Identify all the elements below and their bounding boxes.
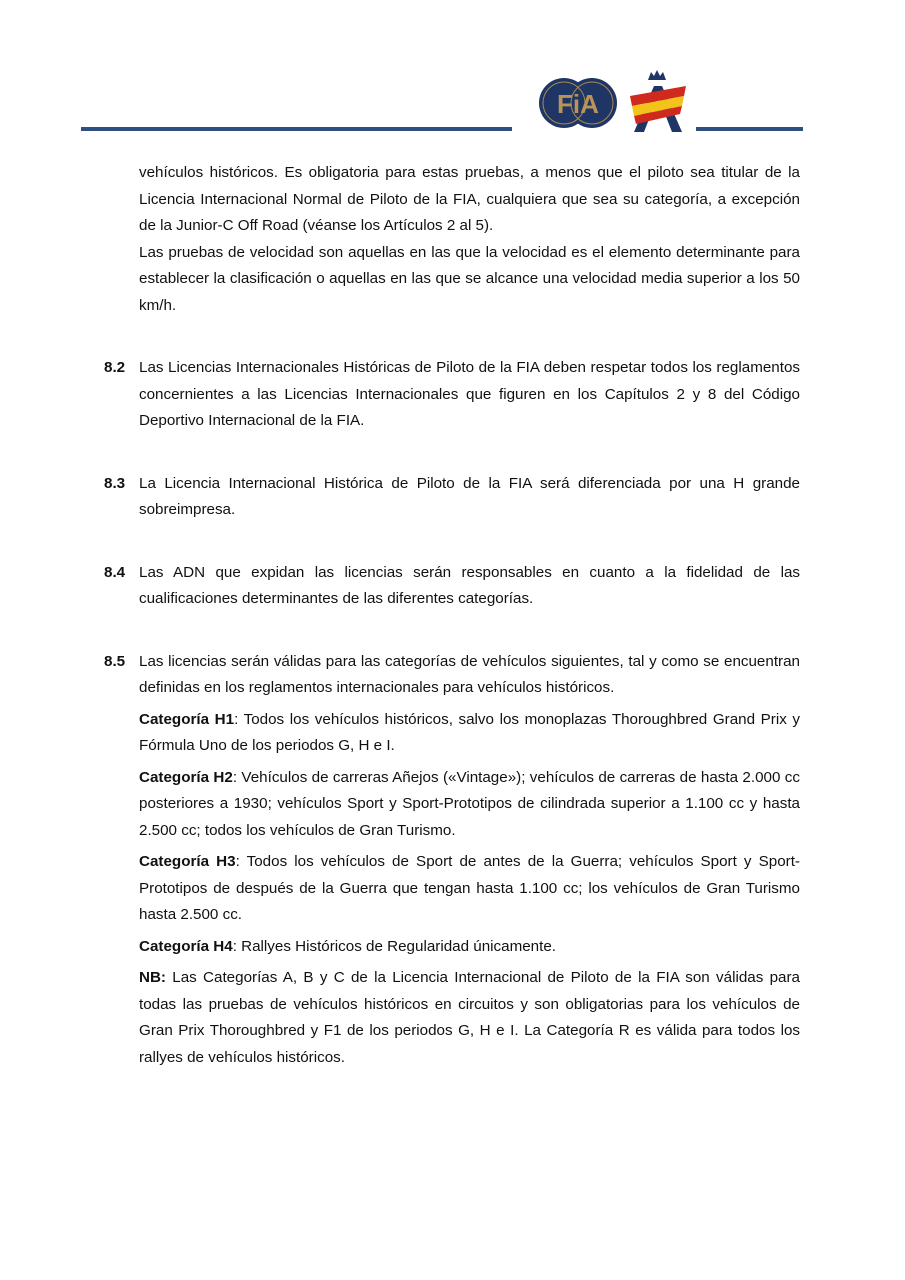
category-h3 [139,849,800,929]
document-body [104,160,800,1071]
category-h4 [139,934,800,961]
section-text: Las licencias serán válidas para las categorías de vehículos siguientes, tal y como se encuentran definidas en los reglamentos internacionales para vehículos históricos. [139,652,800,696]
intro-paragraph-1: vehículos históricos. Es obligatoria para estas pruebas, a menos que el piloto sea titular de la Licencia Internacional Normal de Piloto de la FIA, cualquiera que sea su categoría, a excepción de la Junior-C Off Road (véanse los Artículos 2 al 5). [139,164,800,234]
section-text: Las Licencias Internacionales Históricas de Piloto de la FIA deben respetar todos los reglamentos concernientes a las Licencias Internacionales que figuren en los Capítulos 2 y 8 del Código Deportivo Internacional de la FIA. [139,359,800,429]
category-h1 [139,707,800,760]
category-text: : Vehículos de carreras Añejos («Vintage»); vehículos de carreras de hasta 2.000 cc posteriores a 1930; vehículos Sport y Sport-Prototipos de cilindrada superior a 1.100 cc y hasta 2.500 cc; todos los vehículos de Gran Turismo. [139,768,800,839]
section-number: 8.4 [104,563,126,581]
intro-paragraph-2: Las pruebas de velocidad son aquellas en las que la velocidad es el elemento determinante para establecer la clasificación o aquellas en las que se alcance una velocidad media superior a los 50 km/h. [139,243,800,314]
category-text: : Todos los vehículos de Sport de antes de la Guerra; vehículos Sport y Sport-Prototipos de después de la Guerra que tengan hasta 1.100 cc; los vehículos de Gran Turismo hasta 2.500 cc. [139,853,800,923]
header-rule-left [81,127,512,131]
section-text: Las ADN que expidan las licencias serán responsables en cuanto a la fidelidad de las cualificaciones determinantes de las diferentes categorías. [139,563,800,607]
section-8-3 [104,471,800,524]
section-number: 8.3 [104,474,126,492]
category-label: Categoría H4 [139,937,233,955]
rfeda-logo-icon [626,66,688,134]
section-text: La Licencia Internacional Histórica de Piloto de la FIA será diferenciada por una H grande sobreimpresa. [139,474,800,518]
category-label: Categoría H3 [139,853,236,870]
note-text: Las Categorías A, B y C de la Licencia Internacional de Piloto de la FIA son válidas para todas las pruebas de vehículos históricos en circuitos y son obligatorias para los vehículos de Gran Prix Thoroughbred y F1 de los periodos G, H e I. La Categoría R es válida para todos los rallyes de vehículos históricos. [139,969,800,1066]
category-text: : Rallyes Históricos de Regularidad únicamente. [232,937,557,955]
category-label: Categoría H2 [139,768,233,786]
section-number: 8.2 [104,359,126,376]
category-h2 [139,765,800,845]
svg-text:FiA: FiA [557,89,599,119]
section-8-5 [104,649,800,1072]
section-8-4 [104,560,800,613]
note-label: NB: [139,969,166,986]
section-8-2 [104,355,800,435]
fia-logo-icon [538,76,618,130]
header-rule-right [696,127,803,131]
note-nb [139,965,800,1071]
category-text: : Todos los vehículos históricos, salvo los monoplazas Thoroughbred Grand Prix y Fórmula Uno de los periodos G, H e I. [139,710,801,754]
section-number: 8.5 [104,652,126,670]
category-label: Categoría H1 [139,710,235,728]
